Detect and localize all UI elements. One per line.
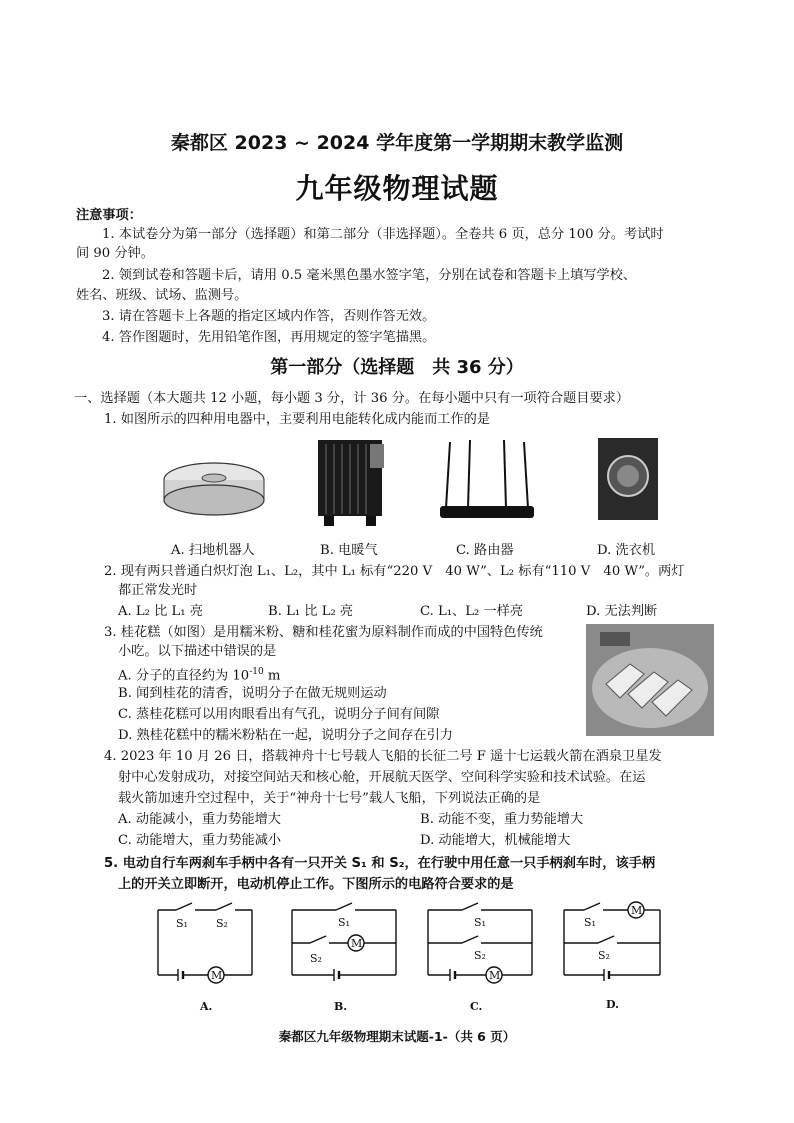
q1-option-d: D. 洗衣机 [597, 543, 656, 558]
q4-option-c: C. 动能增大，重力势能减小 [118, 833, 282, 848]
question-3-stem-a: 3. 桂花糕（如图）是用糯米粉、糖和桂花蜜为原料制作而成的中国特色传统 [104, 625, 543, 640]
q4-option-d: D. 动能增大，机械能增大 [420, 833, 571, 848]
notice-item-2b: 姓名、班级、试场、监测号。 [76, 288, 248, 303]
osmanthus-cake-image [586, 624, 714, 736]
q3-option-d: D. 熟桂花糕中的糯米粉粘在一起，说明分子之间存在引力 [118, 728, 453, 743]
circuit-a-motor: M [211, 969, 223, 982]
q2-option-a: A. L₂ 比 L₁ 亮 [118, 604, 203, 619]
circuit-d [564, 902, 660, 981]
part-title: 第一部分（选择题 共 36 分） [270, 357, 524, 378]
circuit-c-label: C. [470, 1000, 483, 1013]
washing-machine-image [596, 436, 660, 522]
notice-item-2a: 2. 领到试卷和答题卡后，请用 0.5 毫米黑色墨水签字笔，分别在试卷和答题卡上填写学校、 [102, 268, 637, 283]
notice-item-1b: 间 90 分钟。 [76, 246, 154, 261]
circuit-a-s1: S₁ [176, 917, 188, 930]
circuit-b-label: B. [334, 1000, 348, 1013]
question-4-stem-b: 射中心发射成功，对接空间站天和核心舱，开展航天医学、空间科学实验和技术试验。在运 [118, 770, 646, 785]
question-3-stem-b: 小吃。以下描述中错误的是 [118, 644, 277, 659]
q3-option-b: B. 闻到桂花的清香，说明分子在做无规则运动 [118, 686, 387, 701]
circuit-a [158, 903, 252, 983]
q4-option-b: B. 动能不变，重力势能增大 [420, 812, 584, 827]
circuit-d-s2: S₂ [598, 949, 610, 962]
q3-option-c: C. 蒸桂花糕可以用肉眼看出有气孔，说明分子间有间隙 [118, 707, 440, 722]
question-4-stem-a: 4. 2023 年 10 月 26 日，搭载神舟十七号载人飞船的长征二号 F 遥十七运载火箭在酒泉卫星发 [104, 749, 662, 764]
circuit-b [292, 903, 396, 981]
question-2-stem-a: 2. 现有两只普通白炽灯泡 L₁、L₂，其中 L₁ 标有“220 V 40 W”、L₂ 标有“110 V 40 W”。两灯 [104, 564, 685, 579]
circuit-diagrams [140, 895, 670, 1020]
circuit-c-s2: S₂ [474, 949, 486, 962]
page-footer: 秦都区九年级物理期末试题-1-（共 6 页） [278, 1029, 516, 1044]
circuit-b-s1: S₁ [338, 916, 350, 929]
notice-item-3: 3. 请在答题卡上各题的指定区域内作答，否则作答无效。 [102, 309, 436, 324]
q1-option-c: C. 路由器 [456, 543, 514, 558]
q4-option-a: A. 动能减小，重力势能增大 [118, 812, 281, 827]
exam-title: 九年级物理试题 [295, 172, 499, 205]
notice-item-1a: 1. 本试卷分为第一部分（选择题）和第二部分（非选择题）。全卷共 6 页，总分 100 分。考试时 [102, 227, 664, 242]
circuit-c-motor: M [489, 969, 501, 982]
circuit-a-label: A. [200, 1000, 213, 1013]
robot-vacuum-image [160, 440, 268, 520]
notice-item-4: 4. 答作图题时，先用铅笔作图，再用规定的签字笔描黑。 [102, 330, 436, 345]
electric-heater-image [312, 436, 392, 532]
circuit-c-s1: S₁ [474, 916, 486, 929]
circuit-b-s2: S₂ [310, 952, 322, 965]
router-image [432, 438, 542, 528]
q1-option-a: A. 扫地机器人 [171, 543, 255, 558]
q2-option-d: D. 无法判断 [586, 604, 658, 619]
q1-option-b: B. 电暖气 [320, 543, 378, 558]
circuit-c [428, 903, 532, 983]
q2-option-b: B. L₁ 比 L₂ 亮 [268, 604, 354, 619]
question-5-stem-b: 上的开关立即断开，电动机停止工作。下图所示的电路符合要求的是 [118, 877, 514, 892]
question-5-stem-a: 5. 电动自行车两刹车手柄中各有一只开关 S₁ 和 S₂，在行驶中用任意一只手柄刹车时，该手柄 [104, 856, 656, 871]
circuit-a-s2: S₂ [216, 917, 228, 930]
notice-heading: 注意事项： [76, 208, 142, 223]
section-intro: 一、选择题（本大题共 12 小题，每小题 3 分，计 36 分。在每小题中只有一项符合题目要求） [74, 391, 630, 406]
exam-title-line1: 秦都区 2023 ~ 2024 学年度第一学期期末教学监测 [170, 132, 624, 154]
q2-option-c: C. L₁、L₂ 一样亮 [420, 604, 524, 619]
q3-option-a: A. 分子的直径约为 $10^{-10}$ m [118, 667, 281, 684]
question-2-stem-b: 都正常发光时 [118, 583, 198, 598]
circuit-b-motor: M [351, 937, 363, 950]
circuit-d-label: D. [606, 998, 619, 1011]
circuit-d-s1: S₁ [584, 916, 596, 929]
circuit-d-motor: M [631, 904, 643, 917]
question-4-stem-c: 载火箭加速升空过程中，关于“神舟十七号”载人飞船，下列说法正确的是 [118, 791, 541, 806]
question-1-stem: 1. 如图所示的四种用电器中，主要利用电能转化成内能而工作的是 [104, 412, 491, 427]
